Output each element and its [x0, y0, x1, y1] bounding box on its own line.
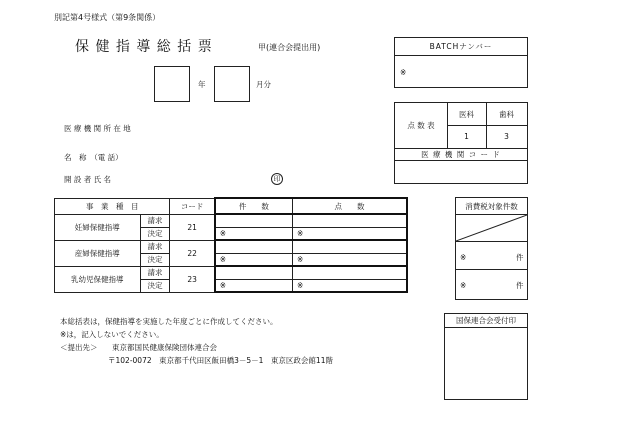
name-phone-label: 名 称 （電 話）	[64, 153, 123, 162]
tax-mark-1: ※	[460, 253, 467, 262]
points-val-medical: 1	[447, 125, 487, 148]
month-input[interactable]	[214, 66, 250, 102]
address-label: 医 療 機 関 所 在 地	[64, 124, 131, 133]
claim-label: 請求	[140, 214, 170, 227]
note-submit-label: ＜提出先＞	[60, 343, 98, 352]
service-code: 22	[170, 240, 215, 266]
batch-number-label: BATCHナンバー	[395, 38, 527, 56]
decision-count-mark: ※	[215, 253, 293, 266]
tax-count-box	[455, 197, 528, 300]
decision-count-mark: ※	[215, 227, 293, 240]
service-name: 乳幼児保健指導	[55, 266, 141, 292]
claim-label: 請求	[140, 266, 170, 279]
points-val-dental: 3	[504, 132, 509, 141]
receipt-stamp-label: 国保連合会受付印	[445, 314, 527, 328]
note-line-1: 本総括表は，保健指導を実施した年度ごとに作成してください。	[60, 317, 278, 326]
decision-count-mark: ※	[215, 279, 293, 292]
decision-points-mark: ※	[292, 253, 407, 266]
decision-label: 決定	[140, 279, 170, 292]
claim-count-input[interactable]	[215, 266, 293, 279]
receipt-stamp-box	[444, 313, 528, 400]
header-service-type: 事 業 種 目	[55, 198, 170, 214]
seal-icon: 印	[271, 173, 283, 185]
service-code: 21	[170, 214, 215, 240]
claim-points-input[interactable]	[292, 214, 407, 227]
decision-label: 決定	[140, 227, 170, 240]
page-subtitle: 甲(連合会提出用)	[258, 43, 321, 52]
page-title: 保 健 指 導 総 括 票	[75, 39, 213, 55]
diagonal-line	[456, 215, 527, 241]
service-name: 妊婦保健指導	[55, 214, 141, 240]
points-col-dental: 歯科	[486, 103, 527, 126]
year-input[interactable]	[154, 66, 190, 102]
header-count: 件 数	[215, 198, 293, 214]
claim-count-input[interactable]	[215, 214, 293, 227]
note-submit-to: 東京都国民健康保険団体連合会	[112, 343, 217, 352]
claim-points-input[interactable]	[292, 240, 407, 253]
claim-label: 請求	[140, 240, 170, 253]
points-col-medical: 医科	[447, 103, 487, 126]
decision-points-mark: ※	[292, 279, 407, 292]
tax-mark-2: ※	[460, 281, 467, 290]
service-table	[54, 197, 408, 293]
service-code: 23	[170, 266, 215, 292]
points-label: 点 数 表	[395, 103, 448, 148]
claim-points-input[interactable]	[292, 266, 407, 279]
form-reference: 別記第4号様式（第9条関係）	[54, 13, 161, 22]
institution-code-input[interactable]	[395, 160, 527, 183]
decision-label: 決定	[140, 253, 170, 266]
note-line-2: ※は，記入しないでください。	[60, 330, 164, 339]
service-name: 産婦保健指導	[55, 240, 141, 266]
tax-unit-1: 件	[516, 253, 524, 262]
decision-points-mark: ※	[292, 227, 407, 240]
batch-mark: ※	[400, 68, 407, 77]
month-unit: 月分	[256, 80, 271, 89]
tax-count-label: 消費税対象件数	[456, 198, 527, 215]
tax-unit-2: 件	[516, 281, 524, 290]
claim-count-input[interactable]	[215, 240, 293, 253]
founder-label: 開 設 者 氏 名	[64, 175, 112, 184]
year-unit: 年	[198, 80, 206, 89]
note-address: 〒102-0072 東京都千代田区飯田橋3－5－1 東京区政会館11階	[108, 356, 333, 365]
header-code: コード	[170, 198, 215, 214]
batch-number-box	[394, 37, 528, 88]
points-box	[394, 102, 528, 184]
header-points: 点 数	[292, 198, 407, 214]
institution-code-label: 医 療 機 関 コ ー ド	[395, 148, 527, 161]
